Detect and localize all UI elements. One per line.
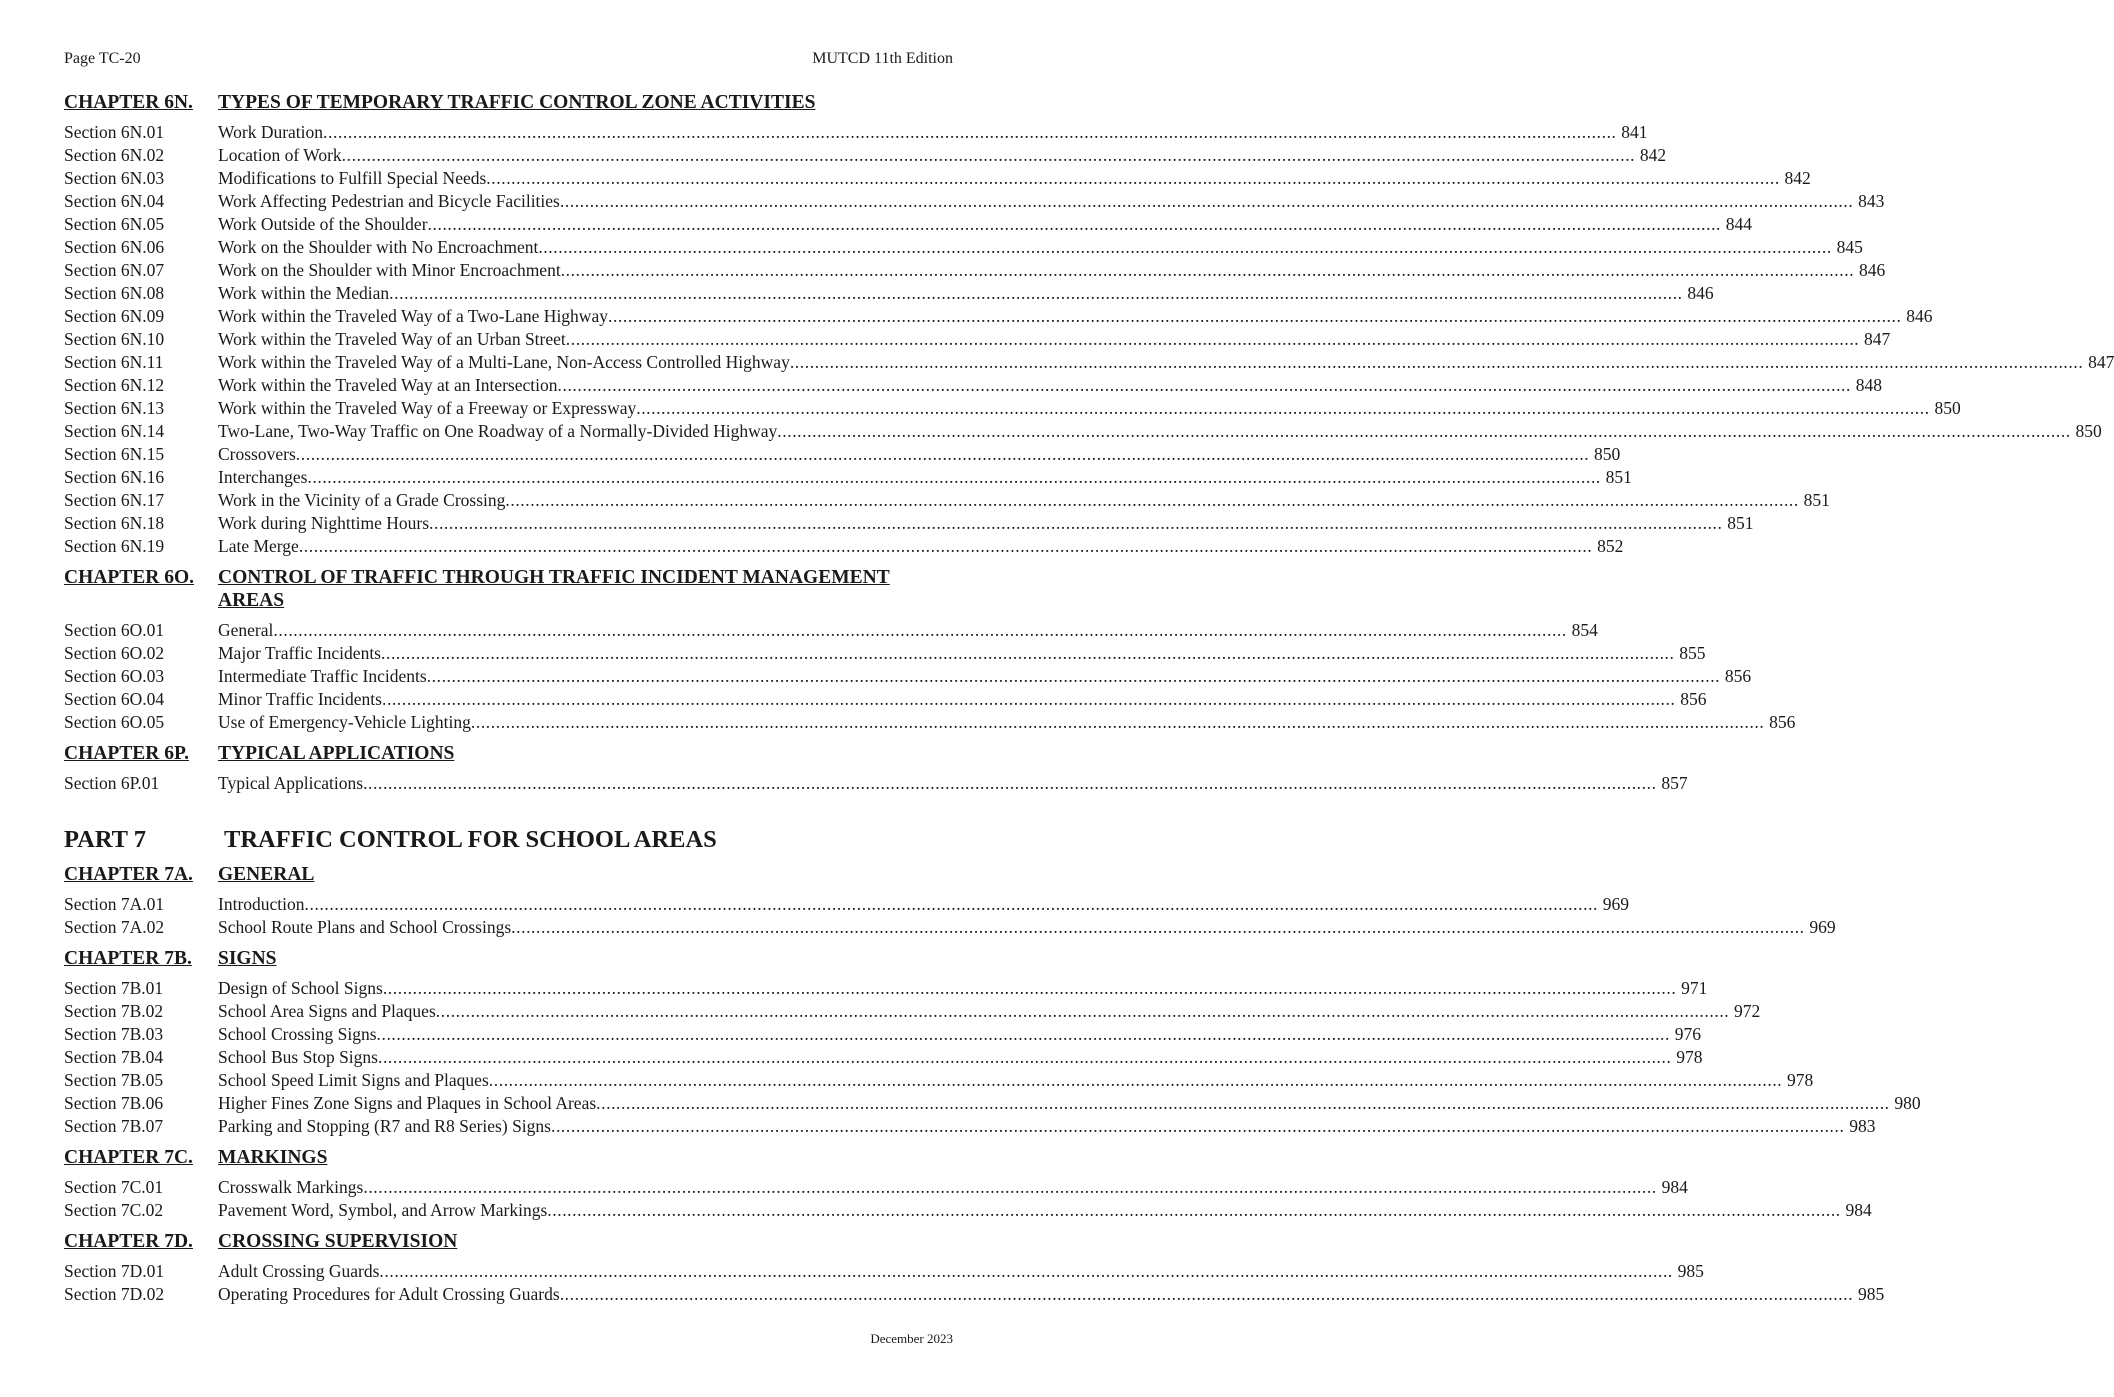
chapter-number: CHAPTER 6N. [64, 92, 193, 113]
dot-leader: .................................................................................................................................................................................................................................................................... [381, 689, 1676, 709]
section-number: Section 6N.19 [64, 536, 165, 556]
dot-leader: .................................................................................................................................................................................................................................................................... [295, 444, 1590, 464]
section-page-number: 983 [1849, 1116, 1876, 1136]
section-number: Section 6O.04 [64, 689, 165, 709]
section-page-number: 847 [1864, 329, 1891, 349]
section-title: Two-Lane, Two-Way Traffic on One Roadway of a Normally-Divided Highway [218, 421, 778, 441]
section-page-number: 842 [1639, 145, 1667, 165]
section-page-number: 856 [1769, 712, 1796, 732]
section-page-number: 856 [1680, 689, 1707, 709]
section-number: Section 6N.17 [64, 490, 165, 510]
section-page-number: 848 [1855, 375, 1882, 395]
dot-leader: .................................................................................................................................................................................................................................................................... [486, 168, 1780, 188]
chapter-heading [64, 566, 953, 612]
section-number: Section 6N.02 [64, 145, 165, 165]
dot-leader: .................................................................................................................................................................................................................................................................... [429, 513, 1723, 533]
section-number: Section 7D.01 [64, 1261, 165, 1281]
section-title: Typical Applications [218, 773, 364, 793]
section-title: Work within the Median [218, 283, 390, 303]
toc-entry[interactable] [64, 282, 1714, 305]
section-title: Work in the Vicinity of a Grade Crossing [218, 490, 506, 510]
toc-entry[interactable] [64, 1046, 1703, 1069]
toc-entry[interactable] [64, 1023, 1701, 1046]
section-page-number: 847 [2088, 352, 2114, 372]
chapter-number: CHAPTER 6O. [64, 567, 195, 588]
dot-leader: .................................................................................................................................................................................................................................................................... [505, 490, 1799, 510]
toc-entry[interactable] [64, 489, 1830, 512]
page-footer-date: December 2023 [870, 1331, 953, 1346]
section-page-number: 971 [1681, 978, 1708, 998]
dot-leader: .................................................................................................................................................................................................................................................................... [789, 352, 2084, 372]
section-number: Section 7A.01 [64, 894, 165, 914]
toc-entry[interactable] [64, 167, 1811, 190]
section-title: Modifications to Fulfill Special Needs [218, 168, 487, 188]
section-title: Design of School Signs [218, 978, 383, 998]
section-number: Section 7B.07 [64, 1116, 164, 1136]
dot-leader: .................................................................................................................................................................................................................................................................... [307, 467, 1601, 487]
toc-entry[interactable] [64, 1069, 1814, 1092]
toc-entry[interactable] [64, 916, 1836, 939]
section-page-number: 851 [1803, 490, 1830, 510]
section-page-number: 851 [1605, 467, 1632, 487]
section-number: Section 6N.15 [64, 444, 165, 464]
toc-entry[interactable] [64, 1176, 1688, 1199]
dot-leader: .................................................................................................................................................................................................................................................................... [777, 421, 2071, 441]
toc-entry[interactable] [64, 642, 1706, 665]
section-title: Minor Traffic Incidents [218, 689, 382, 709]
section-title: Interchanges [218, 467, 308, 487]
dot-leader: .................................................................................................................................................................................................................................................................... [298, 536, 1593, 556]
section-number: Section 6N.05 [64, 214, 165, 234]
part-number: PART 7 [64, 826, 146, 853]
toc-entry[interactable] [64, 420, 2102, 443]
section-title: Work during Nighttime Hours [218, 513, 429, 533]
section-page-number: 842 [1784, 168, 1811, 188]
section-number: Section 6O.02 [64, 643, 165, 663]
dot-leader: .................................................................................................................................................................................................................................................................... [341, 145, 1636, 165]
section-title: Major Traffic Incidents [218, 643, 381, 663]
section-page-number: 969 [1809, 917, 1836, 937]
toc-entry[interactable] [64, 190, 1885, 213]
toc-entry[interactable] [64, 305, 1933, 328]
section-page-number: 851 [1727, 513, 1754, 533]
toc-entry[interactable] [64, 1000, 1761, 1023]
section-title: Work within the Traveled Way at an Intersection [218, 375, 558, 395]
section-title: Work within the Traveled Way of a Multi-Lane, Non-Access Controlled Highway [218, 352, 790, 372]
section-number: Section 7C.02 [64, 1200, 164, 1220]
section-number: Section 6N.10 [64, 329, 165, 349]
section-number: Section 7A.02 [64, 917, 165, 937]
section-number: Section 7D.02 [64, 1284, 165, 1304]
toc-entry[interactable] [64, 1260, 1704, 1283]
dot-leader: .................................................................................................................................................................................................................................................................... [376, 1024, 1670, 1044]
dot-leader: .................................................................................................................................................................................................................................................................... [323, 122, 1617, 142]
dot-leader: .................................................................................................................................................................................................................................................................... [557, 375, 1851, 395]
section-number: Section 7B.01 [64, 978, 164, 998]
section-page-number: 846 [1906, 306, 1933, 326]
toc-entry[interactable] [64, 328, 1891, 351]
section-title: Parking and Stopping (R7 and R8 Series) Signs [218, 1116, 551, 1136]
chapter-heading [64, 1230, 953, 1253]
dot-leader: .................................................................................................................................................................................................................................................................... [377, 1047, 1672, 1067]
section-number: Section 7B.03 [64, 1024, 164, 1044]
dot-leader: .................................................................................................................................................................................................................................................................... [382, 978, 1677, 998]
section-page-number: 856 [1724, 666, 1752, 686]
chapter-number: CHAPTER 7B. [64, 948, 192, 969]
chapter-heading [64, 742, 953, 765]
chapter-title: CROSSING SUPERVISION [218, 1231, 458, 1252]
section-page-number: 984 [1661, 1177, 1688, 1197]
section-page-number: 846 [1858, 260, 1886, 280]
toc-entry[interactable] [64, 121, 1648, 144]
dot-leader: .................................................................................................................................................................................................................................................................... [550, 1116, 1845, 1136]
section-page-number: 850 [1934, 398, 1961, 418]
section-page-number: 850 [2075, 421, 2102, 441]
part-title: TRAFFIC CONTROL FOR SCHOOL AREAS [224, 826, 717, 853]
section-number: Section 7B.05 [64, 1070, 164, 1090]
section-page-number: 841 [1621, 122, 1648, 142]
dot-leader: .................................................................................................................................................................................................................................................................... [596, 1093, 1890, 1113]
section-title: Use of Emergency-Vehicle Lighting [218, 712, 471, 732]
section-title: Work Affecting Pedestrian and Bicycle Facilities [218, 191, 560, 211]
section-title: Work within the Traveled Way of an Urban Street [218, 329, 566, 349]
dot-leader: .................................................................................................................................................................................................................................................................... [488, 1070, 1783, 1090]
section-number: Section 6N.12 [64, 375, 165, 395]
section-number: Section 6N.01 [64, 122, 165, 142]
dot-leader: .................................................................................................................................................................................................................................................................... [565, 329, 1860, 349]
section-number: Section 6N.04 [64, 191, 165, 211]
page-header [64, 50, 953, 74]
section-number: Section 6N.14 [64, 421, 165, 441]
section-title: Late Merge [218, 536, 299, 556]
section-page-number: 978 [1676, 1047, 1703, 1067]
section-number: Section 7C.01 [64, 1177, 164, 1197]
toc-entry[interactable] [64, 1283, 1885, 1306]
toc-entry[interactable] [64, 1092, 1921, 1115]
section-page-number: 844 [1725, 214, 1753, 234]
section-title: School Crossing Signs [218, 1024, 377, 1044]
toc-entry[interactable] [64, 236, 1863, 259]
section-title: Work on the Shoulder with No Encroachment [218, 237, 539, 257]
section-title: School Bus Stop Signs [218, 1047, 378, 1067]
section-page-number: 846 [1687, 283, 1714, 303]
dot-leader: .................................................................................................................................................................................................................................................................... [560, 260, 1855, 280]
section-page-number: 969 [1602, 894, 1630, 914]
section-number: Section 6N.09 [64, 306, 165, 326]
toc-entry[interactable] [64, 665, 1752, 688]
section-title: Crosswalk Markings [218, 1177, 364, 1197]
section-number: Section 7B.02 [64, 1001, 164, 1021]
section-title: Work on the Shoulder with Minor Encroachment [218, 260, 561, 280]
dot-leader: .................................................................................................................................................................................................................................................................... [547, 1200, 1841, 1220]
toc-entry[interactable] [64, 893, 1630, 916]
section-page-number: 854 [1571, 620, 1598, 640]
chapter-title: CONTROL OF TRAFFIC THROUGH TRAFFIC INCIDENT MANAGEMENT AREAS [218, 567, 890, 611]
section-title: General [218, 620, 274, 640]
dot-leader: .................................................................................................................................................................................................................................................................... [559, 1284, 1854, 1304]
table-of-contents [64, 91, 2114, 1306]
section-title: Higher Fines Zone Signs and Plaques in School Areas [218, 1093, 597, 1113]
dot-leader: .................................................................................................................................................................................................................................................................... [636, 398, 1930, 418]
section-title: Introduction [218, 894, 305, 914]
section-page-number: 985 [1857, 1284, 1885, 1304]
chapter-title: MARKINGS [218, 1147, 328, 1168]
toc-entry[interactable] [64, 619, 1598, 642]
section-page-number: 985 [1677, 1261, 1704, 1281]
dot-leader: .................................................................................................................................................................................................................................................................... [426, 666, 1721, 686]
toc-entry[interactable] [64, 213, 1753, 236]
chapter-number: CHAPTER 7D. [64, 1231, 193, 1252]
toc-entry[interactable] [64, 144, 1667, 167]
toc-entry[interactable] [64, 535, 1624, 558]
dot-leader: .................................................................................................................................................................................................................................................................... [607, 306, 1902, 326]
toc-page [64, 50, 2114, 1306]
dot-leader: .................................................................................................................................................................................................................................................................... [470, 712, 1765, 732]
toc-entry[interactable] [64, 443, 1621, 466]
chapter-number: CHAPTER 7A. [64, 864, 193, 885]
section-page-number: 978 [1787, 1070, 1814, 1090]
dot-leader: .................................................................................................................................................................................................................................................................... [381, 643, 1675, 663]
section-page-number: 855 [1679, 643, 1706, 663]
section-page-number: 976 [1674, 1024, 1701, 1044]
section-page-number: 845 [1836, 237, 1863, 257]
dot-leader: .................................................................................................................................................................................................................................................................... [304, 894, 1599, 914]
dot-leader: .................................................................................................................................................................................................................................................................... [538, 237, 1832, 257]
edition-label: MUTCD 11th Edition [812, 50, 953, 67]
section-number: Section 6N.18 [64, 513, 165, 533]
section-number: Section 7B.04 [64, 1047, 164, 1067]
toc-entry[interactable] [64, 374, 1882, 397]
section-title: School Area Signs and Plaques [218, 1001, 436, 1021]
section-title: Adult Crossing Guards [218, 1261, 380, 1281]
chapter-title: SIGNS [218, 948, 277, 969]
section-title: Work Duration [218, 122, 324, 142]
section-number: Section 6O.01 [64, 620, 165, 640]
section-page-number: 852 [1597, 536, 1624, 556]
toc-entry[interactable] [64, 1199, 1872, 1222]
dot-leader: .................................................................................................................................................................................................................................................................... [389, 283, 1683, 303]
section-page-number: 857 [1661, 773, 1688, 793]
chapter-number: CHAPTER 7C. [64, 1147, 193, 1168]
toc-entry[interactable] [64, 1115, 1876, 1138]
section-number: Section 6P.01 [64, 773, 160, 793]
section-number: Section 6N.11 [64, 352, 164, 372]
section-title: Location of Work [218, 145, 342, 165]
chapter-title: GENERAL [218, 864, 315, 885]
dot-leader: .................................................................................................................................................................................................................................................................... [435, 1001, 1730, 1021]
toc-entry[interactable] [64, 688, 1707, 711]
dot-leader: .................................................................................................................................................................................................................................................................... [511, 917, 1805, 937]
dot-leader: .................................................................................................................................................................................................................................................................... [379, 1261, 1673, 1281]
section-number: Section 6N.16 [64, 467, 165, 487]
chapter-title: TYPES OF TEMPORARY TRAFFIC CONTROL ZONE ACTIVITIES [218, 92, 816, 113]
section-title: Work Outside of the Shoulder [218, 214, 428, 234]
chapter-heading [64, 947, 953, 970]
section-number: Section 6N.06 [64, 237, 165, 257]
section-page-number: 850 [1594, 444, 1621, 464]
section-title: Pavement Word, Symbol, and Arrow Markings [218, 1200, 548, 1220]
section-number: Section 6O.03 [64, 666, 165, 686]
section-number: Section 7B.06 [64, 1093, 164, 1113]
section-page-number: 984 [1845, 1200, 1872, 1220]
toc-entry[interactable] [64, 259, 1886, 282]
toc-entry[interactable] [64, 711, 1796, 734]
toc-entry[interactable] [64, 772, 1688, 795]
section-number: Section 6N.08 [64, 283, 165, 303]
toc-entry[interactable] [64, 351, 2114, 374]
dot-leader: .................................................................................................................................................................................................................................................................... [273, 620, 1567, 640]
section-page-number: 980 [1894, 1093, 1921, 1113]
section-title: School Route Plans and School Crossings [218, 917, 512, 937]
chapter-heading [64, 91, 953, 114]
section-title: Crossovers [218, 444, 296, 464]
chapter-heading [64, 863, 953, 886]
page-number: Page TC-20 [64, 50, 141, 67]
toc-entry[interactable] [64, 397, 1961, 420]
section-title: Operating Procedures for Adult Crossing Guards [218, 1284, 560, 1304]
chapter-heading [64, 1146, 953, 1169]
chapter-title: TYPICAL APPLICATIONS [218, 743, 455, 764]
section-number: Section 6N.13 [64, 398, 165, 418]
section-page-number: 843 [1858, 191, 1885, 211]
section-title: Work within the Traveled Way of a Two-Lane Highway [218, 306, 608, 326]
section-title: Work within the Traveled Way of a Freeway or Expressway [218, 398, 637, 418]
toc-entry[interactable] [64, 512, 1754, 535]
toc-entry[interactable] [64, 466, 1632, 489]
toc-entry[interactable] [64, 977, 1708, 1000]
section-number: Section 6N.03 [64, 168, 165, 188]
chapter-number: CHAPTER 6P. [64, 743, 189, 764]
section-title: Intermediate Traffic Incidents [218, 666, 427, 686]
dot-leader: .................................................................................................................................................................................................................................................................... [363, 773, 1657, 793]
dot-leader: .................................................................................................................................................................................................................................................................... [559, 191, 1854, 211]
section-number: Section 6N.07 [64, 260, 165, 280]
section-title: School Speed Limit Signs and Plaques [218, 1070, 489, 1090]
part-heading [64, 825, 953, 855]
dot-leader: .................................................................................................................................................................................................................................................................... [427, 214, 1722, 234]
dot-leader: .................................................................................................................................................................................................................................................................... [363, 1177, 1657, 1197]
section-number: Section 6O.05 [64, 712, 165, 732]
section-page-number: 972 [1734, 1001, 1761, 1021]
